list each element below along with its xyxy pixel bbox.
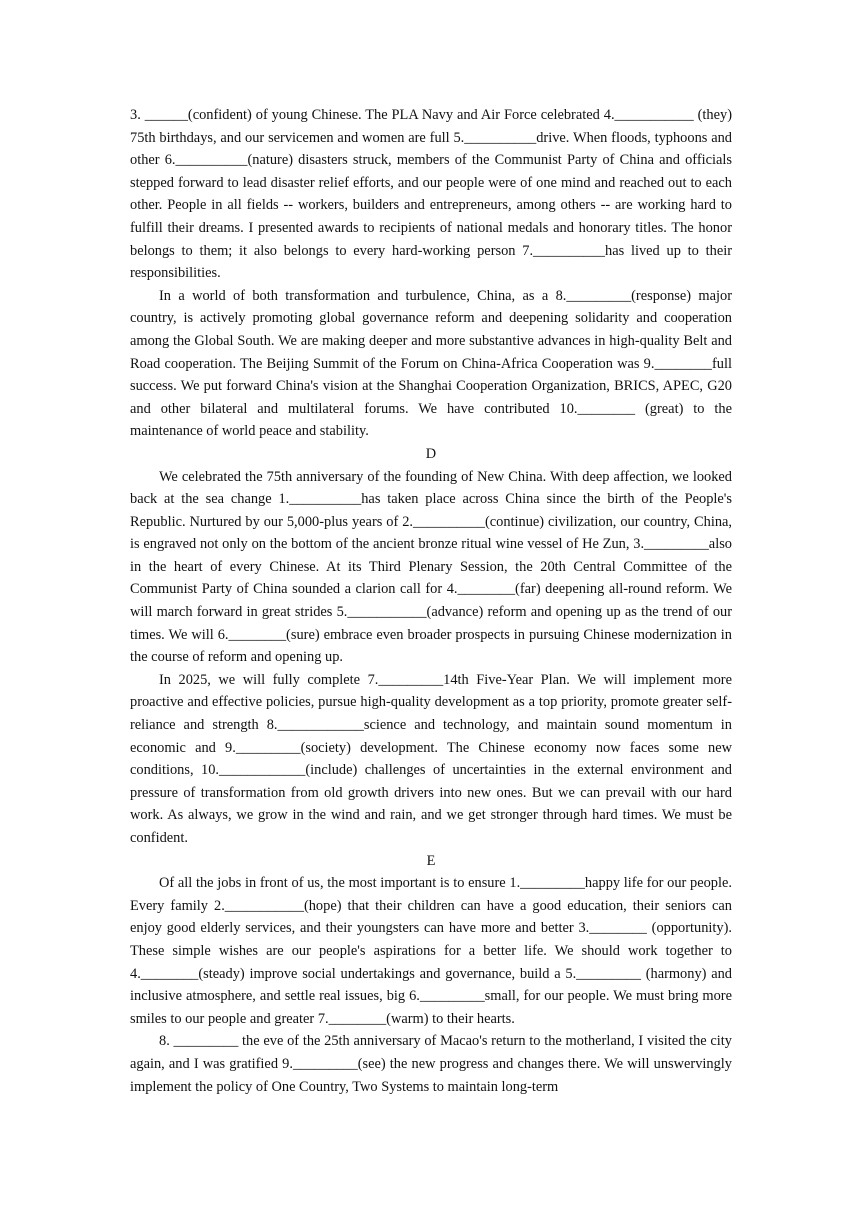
section-heading-e: E <box>426 852 436 869</box>
paragraph-6: 8. _________ the eve of the 25th anniversary of Macao's return to the motherland, I visited the city again, and I was gratified 9._________(see) the new progress and changes there. We will unswervingly implement the policy of One Country, Two Systems to maintain long-term <box>130 1033 732 1095</box>
section-heading-d: D <box>425 445 437 462</box>
paragraph-3: We celebrated the 75th anniversary of the founding of New China. With deep affection, we looked back at the sea change 1.__________has taken place across China since the birth of the People's Republic. Nurtured by our 5,000-plus years of 2.__________(continue) civilization, our country, China, is engraved not only on the bottom of the ancient bronze ritual wine vessel of He Zun, 3._________also in the heart of every Chinese. At its Third Plenary Session, the 20th Central Committee of the Communist Party of China sounded a clarion call for 4.________(far) deepening all-round reform. We will march forward in great strides 5.___________(advance) reform and opening up as the trend of our times. We will 6.________(sure) embrace even broader prospects in pursuing Chinese modernization in the course of reform and opening up. <box>130 468 732 666</box>
paragraph-4: In 2025, we will fully complete 7._________14th Five-Year Plan. We will implement more proactive and effective policies, pursue high-quality development as a top priority, promote greater self-reliance and strength 8.____________science and technology, and maintain sound momentum in economic and 9._________(society) development. The Chinese economy now faces some new conditions, 10.____________(include) challenges of uncertainties in the external environment and pressure of transformation from old growth drivers into new ones. But we can prevail with our hard work. As always, we grow in the wind and rain, and we get stronger through hard times. We must be confident. <box>130 671 732 846</box>
paragraph-5: Of all the jobs in front of us, the most important is to ensure 1._________happy life for our people. Every family 2.___________(hope) that their children can have a good education, their seniors can enjoy good elderly services, and their youngsters can have more and better 3.________ (opportunity). These simple wishes are our people's aspirations for a better life. We should work together to 4.________(steady) improve social undertakings and governance, build a 5._________ (harmony) and inclusive atmosphere, and settle real issues, big 6._________small, for our people. We must bring more smiles to our people and greater 7.________(warm) to their hearts. <box>130 875 732 1027</box>
document-page <box>130 104 732 1098</box>
paragraph-2: In a world of both transformation and turbulence, China, as a 8._________(response) major country, is actively promoting global governance reform and deepening solidarity and cooperation among the Global South. We are making deeper and more substantive advances in high-quality Belt and Road cooperation. The Beijing Summit of the Forum on China-Africa Cooperation was 9.________full success. We put forward China's vision at the Shanghai Cooperation Organization, BRICS, APEC, G20 and other bilateral and multilateral forums. We have contributed 10.________ (great) to the maintenance of world peace and stability. <box>130 287 732 440</box>
paragraph-1: 3. ______(confident) of young Chinese. The PLA Navy and Air Force celebrated 4.___________ (they) 75th birthdays, and our servicemen and women are full 5.__________drive. When floods, typhoons and other 6.__________(nature) disasters struck, members of the Communist Party of China and officials stepped forward to lead disaster relief efforts, and our people were of one mind and reached out to each other. People in all fields -- workers, builders and entrepreneurs, among others -- are working hard to fulfill their dreams. I presented awards to recipients of national medals and honorary titles. The honor belongs to them; it also belongs to every hard-working person 7.__________has lived up to their responsibilities. <box>130 107 732 282</box>
